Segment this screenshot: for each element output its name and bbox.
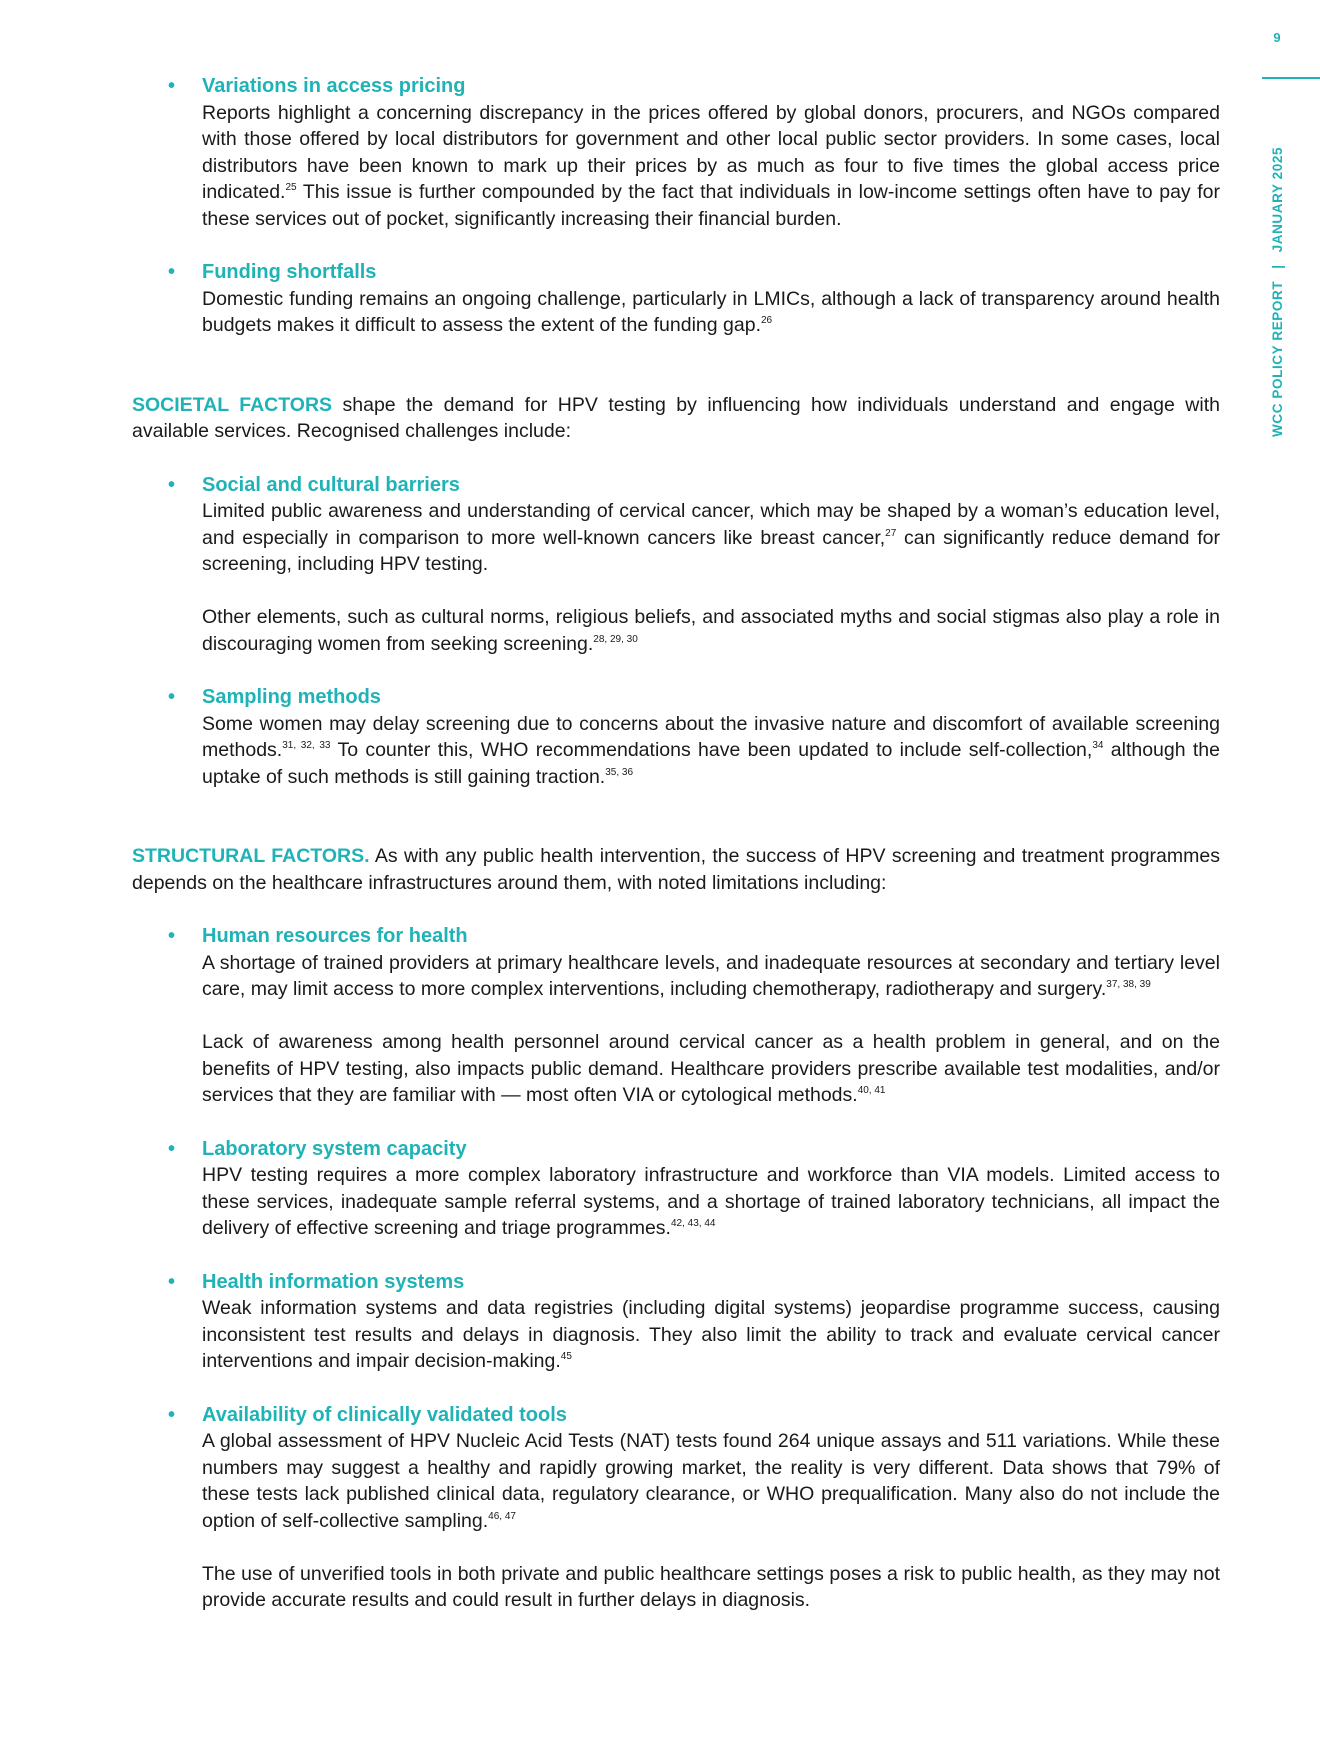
body-content (132, 73, 1220, 1641)
item-paragraph: Weak information systems and data registries (including digital systems) jeopardise programme success, causing inconsistent test results and delays in diagnosis. They also limit the ability to track and evaluate cervical cancer interventions and impair decision-making.$^{45}$ (202, 1297, 1220, 1372)
bullet-icon: • (168, 473, 176, 496)
footnote-ref: 40, 41 (857, 1085, 886, 1096)
footnote-ref: 27 (885, 527, 897, 539)
footnote-ref: 42, 43, 44 (670, 1218, 716, 1229)
footnote-ref: 26 (761, 315, 773, 326)
bullet-icon: • (168, 925, 176, 947)
bullet-icon: • (168, 75, 176, 97)
report-name: WCC POLICY REPORT (1270, 280, 1285, 437)
item-title: Health information systems (202, 1270, 465, 1293)
footnote-ref: 34 (1092, 740, 1104, 751)
footnote-ref: 28, 29, 30 (593, 633, 638, 645)
item-paragraph: Domestic funding remains an ongoing challenge, particularly in LMICs, although a lack of transparency around health budgets makes it difficult to assess the extent of the funding gap.$^{26}$ (202, 287, 1220, 336)
list-item (132, 472, 1220, 658)
item-paragraph: Some women may delay screening due to concerns about the invasive nature and discomfort of available screening methods.$^{31, 32, 33}$ To counter this, WHO recommendations have been updated to include self-collection,$^{34}$ although the uptake of such methods is still gaining traction.$^{35, 36}$ (202, 712, 1220, 788)
header-separator: | (1270, 264, 1285, 269)
bullet-icon: • (168, 1270, 176, 1293)
report-date: JANUARY 2025 (1270, 146, 1285, 253)
bullet-icon: • (168, 261, 176, 283)
list-item (132, 1136, 1220, 1242)
bullet-icon: • (168, 1403, 176, 1426)
footnote-ref: 35, 36 (605, 766, 634, 778)
section-keyword: STRUCTURAL FACTORS. (132, 845, 370, 867)
item-paragraph: HPV testing requires a more complex laboratory infrastructure and workforce than VIA models. Limited access to these services, inadequate sample referral systems, and a shortage of trained laboratory technicians, all impact the delivery of effective screening and triage programmes.$^{42, 43, 44}$ (202, 1164, 1220, 1239)
list-item (132, 259, 1220, 339)
item-paragraph: Limited public awareness and understanding of cervical cancer, which may be shaped by a woman’s education level, and especially in comparison to more well-known cancers like breast cancer,$^{27}$ can significantly reduce demand for screening, including HPV testing. (202, 500, 1220, 575)
footnote-ref: 37, 38, 39 (1106, 979, 1151, 990)
list-item (132, 1402, 1220, 1614)
list-item (132, 684, 1220, 790)
item-paragraph: Lack of awareness among health personnel around cervical cancer as a health problem in general, and on the benefits of HPV testing, also impacts public demand. Healthcare providers prescribe available test modalities, and/or services that they are familiar with — most often VIA or cytological methods.$^{40, 41}$ (202, 1031, 1220, 1106)
running-header-vertical (1270, 147, 1285, 437)
item-title: Laboratory system capacity (202, 1137, 467, 1160)
item-title: Human resources for health (202, 925, 468, 947)
item-title: Sampling methods (202, 686, 381, 708)
side-rule (1262, 77, 1320, 79)
section-intro-societal: SOCIETAL FACTORS shape the demand for HPV testing by influencing how individuals understand and engage with available services. Recognised challenges include: (132, 393, 1220, 442)
item-paragraph: A shortage of trained providers at primary healthcare levels, and inadequate resources at secondary and tertiary level care, may limit access to more complex interventions, including chemotherapy, radiotherapy and surgery.$^{37, 38, 39}$ (202, 951, 1220, 1000)
section-intro-structural: STRUCTURAL FACTORS. As with any public health intervention, the success of HPV screening and treatment programmes depends on the healthcare infrastructures around them, with noted limitations including: (132, 845, 1220, 894)
list-item (132, 923, 1220, 1109)
list-item (132, 73, 1220, 232)
item-title: Availability of clinically validated tools (202, 1403, 567, 1426)
item-paragraph: The use of unverified tools in both private and public healthcare settings poses a risk to public health, as they may not provide accurate results and could result in further delays in diagnosis. (202, 1562, 1220, 1611)
page-number: 9 (1273, 30, 1281, 45)
item-title: Social and cultural barriers (202, 473, 460, 496)
bullet-icon: • (168, 1137, 176, 1160)
section-keyword: SOCIETAL FACTORS (132, 393, 333, 416)
footnote-ref: 45 (560, 1351, 572, 1362)
item-paragraph: A global assessment of HPV Nucleic Acid Tests (NAT) tests found 264 unique assays and 511 variations. While these numbers may suggest a healthy and rapidly growing market, the reality is very different. Data shows that 79% of these tests lack published clinical data, regulatory clearance, or WHO prequalification. Many also do not include the option of self-collective sampling.$^{46, 47}$ (202, 1430, 1220, 1532)
item-paragraph: Other elements, such as cultural norms, religious beliefs, and associated myths and social stigmas also play a role in discouraging women from seeking screening.$^{28, 29, 30}$ (202, 606, 1220, 655)
item-title: Variations in access pricing (202, 75, 466, 97)
footnote-ref: 25 (285, 182, 297, 193)
item-title: Funding shortfalls (202, 261, 377, 283)
list-item (132, 1269, 1220, 1375)
footnote-ref: 46, 47 (488, 1510, 516, 1522)
footnote-ref: 31, 32, 33 (282, 740, 331, 751)
item-paragraph: Reports highlight a concerning discrepancy in the prices offered by global donors, procurers, and NGOs compared with those offered by local distributors for government and other local public sector providers. In some cases, local distributors have been known to mark up their prices by as much as four to five times the global access price indicated.$^{25}$ This issue is further compounded by the fact that individuals in low-income settings often have to pay for these services out of pocket, significantly increasing their financial burden. (202, 101, 1220, 230)
bullet-icon: • (168, 686, 176, 708)
